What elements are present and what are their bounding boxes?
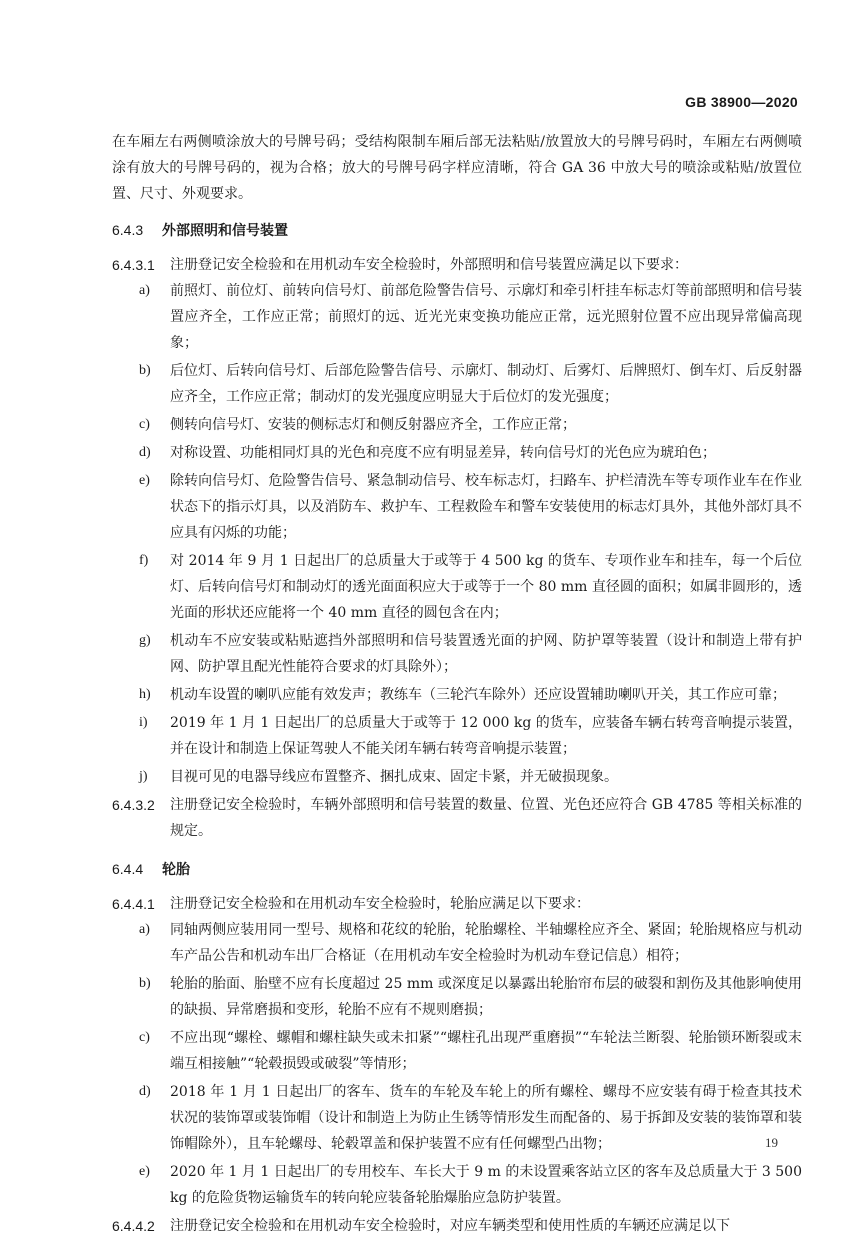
list-item: [112, 628, 802, 680]
item-letter: a): [139, 283, 150, 298]
list-item: [112, 440, 802, 466]
clause-number: 6.4.3.1: [112, 257, 155, 273]
item-text: 目视可见的电器导线应布置整齐、捆扎成束、固定卡紧，并无破损现象。: [170, 769, 618, 785]
item-text: 轮胎的胎面、胎壁不应有长度超过 25 mm 或深度足以暴露出轮胎帘布层的破裂和割伤及其他影响使用的缺损、异常磨损和变形，轮胎不应有不规则磨损；: [170, 976, 802, 1018]
item-letter: i): [139, 715, 148, 730]
item-text: 2018 年 1 月 1 日起出厂的客车、货车的车轮及车轮上的所有螺栓、螺母不应安装有碍于检查其技术状况的装饰罩或装饰帽（设计和制造上为防止生锈等情形发生而配备的、易于拆卸及安装的装饰罩和装饰帽除外），且车轮螺母、轮毂罩盖和保护装置不应有任何螺型凸出物；: [170, 1084, 802, 1152]
section-heading-6-4-3: [112, 217, 802, 244]
item-letter: e): [139, 473, 150, 488]
section-title: 轮胎: [162, 862, 190, 878]
clause-text: 注册登记安全检验和在用机动车安全检验时，对应车辆类型和使用性质的车辆还应满足以下: [170, 1218, 730, 1234]
standard-number: GB 38900—2020: [685, 94, 798, 110]
clause-text: 注册登记安全检验和在用机动车安全检验时，外部照明和信号装置应满足以下要求：: [170, 257, 688, 273]
item-letter: b): [139, 363, 151, 378]
clause-number: 6.4.4.1: [112, 896, 155, 912]
clause-text: 注册登记安全检验和在用机动车安全检验时，轮胎应满足以下要求：: [170, 896, 590, 912]
item-letter: d): [139, 445, 151, 460]
clause-6-4-3-1: [112, 252, 802, 278]
clause-number: 6.4.4.2: [112, 1218, 155, 1234]
item-text: 机动车不应安装或粘贴遮挡外部照明和信号装置透光面的护网、防护罩等装置（设计和制造上带有护网、防护罩且配光性能符合要求的灯具除外）；: [170, 633, 802, 675]
list-item: [112, 764, 802, 790]
item-letter: b): [139, 976, 151, 991]
section-number: 6.4.4: [112, 861, 144, 877]
item-text: 对称设置、功能相同灯具的光色和亮度不应有明显差异，转向信号灯的光色应为琥珀色；: [170, 445, 716, 461]
item-text: 同轴两侧应装用同一型号、规格和花纹的轮胎，轮胎螺栓、半轴螺栓应齐全、紧固；轮胎规格应与机动车产品公告和机动车出厂合格证（在用机动车安全检验时为机动车登记信息）相符；: [170, 922, 802, 964]
item-text: 机动车设置的喇叭应能有效发声；教练车（三轮汽车除外）还应设置辅助喇叭开关，其工作应可靠；: [170, 687, 786, 703]
item-letter: a): [139, 922, 150, 937]
list-item: [112, 682, 802, 708]
item-text: 2019 年 1 月 1 日起出厂的总质量大于或等于 12 000 kg 的货车，应装备车辆右转弯音响提示装置，并在设计和制造上保证驾驶人不能关闭车辆右转弯音响提示装置；: [170, 715, 802, 757]
item-letter: h): [139, 687, 151, 702]
section-number: 6.4.3: [112, 222, 144, 238]
clause-6-4-4-2: [112, 1213, 802, 1239]
list-item: [112, 917, 802, 969]
item-letter: d): [139, 1084, 151, 1099]
section-heading-6-4-4: [112, 856, 802, 883]
list-item: [112, 1025, 802, 1077]
item-letter: j): [139, 769, 148, 784]
item-letter: f): [139, 553, 149, 568]
list-item: [112, 1079, 802, 1157]
item-letter: c): [139, 1030, 150, 1045]
item-text: 前照灯、前位灯、前转向信号灯、前部危险警告信号、示廓灯和牵引杆挂车标志灯等前部照明和信号装置应齐全，工作应正常；前照灯的远、近光光束变换功能应正常，远光照射位置不应出现异常偏高现象；: [170, 283, 802, 351]
list-item: [112, 412, 802, 438]
item-text: 对 2014 年 9 月 1 日起出厂的总质量大于或等于 4 500 kg 的货车、专项作业车和挂车，每一个后位灯、后转向信号灯和制动灯的透光面面积应大于或等于一个 80 mm 直径圆的面积；如属非圆形的，透光面的形状还应能将一个 40 mm 直径的圆包含在内；: [170, 553, 802, 621]
item-text: 侧转向信号灯、安装的侧标志灯和侧反射器应齐全，工作应正常；: [170, 417, 576, 433]
section-title: 外部照明和信号装置: [162, 223, 288, 239]
intro-paragraph: 在车厢左右两侧喷涂放大的号牌号码；受结构限制车厢后部无法粘贴/放置放大的号牌号码时，车厢左右两侧喷涂有放大的号牌号码的，视为合格；放大的号牌号码字样应清晰，符合 GA 36 中放大号的喷涂或粘贴/放置位置、尺寸、外观要求。: [112, 134, 802, 202]
page-number: 19: [765, 1135, 778, 1150]
list-item: [112, 468, 802, 546]
item-text: 除转向信号灯、危险警告信号、紧急制动信号、校车标志灯，扫路车、护栏清洗车等专项作业车在作业状态下的指示灯具，以及消防车、救护车、工程救险车和警车安装使用的标志灯具外，其他外部灯具不应具有闪烁的功能；: [170, 473, 802, 541]
page-content: [112, 125, 802, 1239]
clause-6-4-3-2: [112, 792, 802, 844]
item-letter: g): [139, 633, 151, 648]
item-letter: e): [139, 1164, 150, 1179]
item-text: 2020 年 1 月 1 日起出厂的专用校车、车长大于 9 m 的未设置乘客站立区的客车及总质量大于 3 500 kg 的危险货物运输货车的转向轮应装备轮胎爆胎应急防护装置。: [170, 1164, 802, 1206]
clause-text: 注册登记安全检验时，车辆外部照明和信号装置的数量、位置、光色还应符合 GB 4785 等相关标准的规定。: [170, 797, 802, 839]
list-item: [112, 1159, 802, 1211]
list-item: [112, 971, 802, 1023]
clause-6-4-4-1: [112, 891, 802, 917]
clause-number: 6.4.3.2: [112, 797, 155, 813]
list-item: [112, 548, 802, 626]
list-item: [112, 358, 802, 410]
item-letter: c): [139, 417, 150, 432]
list-item: [112, 278, 802, 356]
item-text: 不应出现“螺栓、螺帽和螺柱缺失或未扣紧”“螺柱孔出现严重磨损”“车轮法兰断裂、轮胎锁环断裂或末端互相接触”“轮毂损毁或破裂”等情形；: [170, 1030, 802, 1072]
list-item: [112, 710, 802, 762]
item-text: 后位灯、后转向信号灯、后部危险警告信号、示廓灯、制动灯、后雾灯、后牌照灯、倒车灯、后反射器应齐全，工作应正常；制动灯的发光强度应明显大于后位灯的发光强度；: [170, 363, 802, 405]
